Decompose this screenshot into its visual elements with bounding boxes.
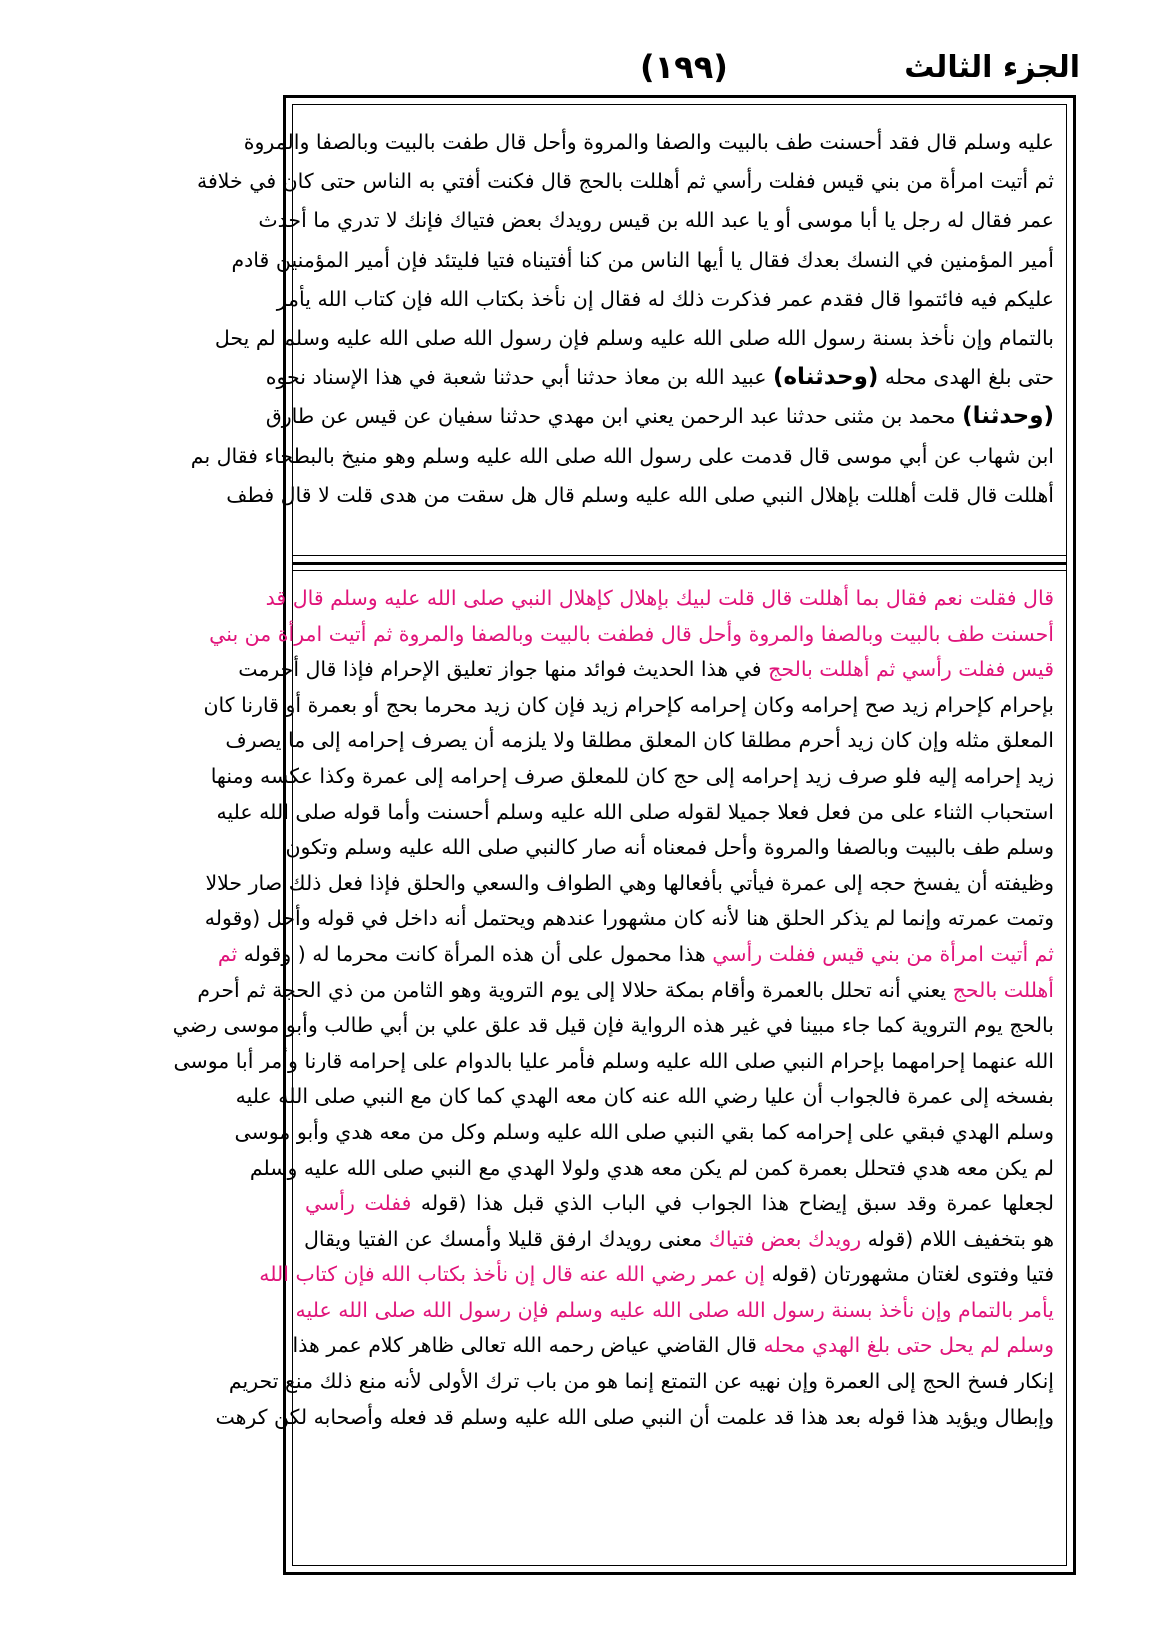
highlighted-phrase: يأمر بالتمام وإن نأخذ بسنة رسول الله صلى الله عليه وسلم فإن رسول الله صلى الله عليه [295, 1297, 1054, 1322]
page-frame-inner [172, 104, 1067, 1566]
commentary-line [205, 866, 1054, 902]
bold-phrase: (وحدثناه) [772, 364, 879, 391]
text-run: عليكم فيه فائتموا قال فقدم عمر فذكرت ذلك له فقال إن نأخذ بكتاب الله فإن كتاب الله يأمر [276, 286, 1054, 311]
hadith-line [190, 437, 1054, 476]
commentary-line [203, 688, 1054, 724]
text-run: استحباب الثناء على من فعل فعلا جميلا لقوله صلى الله عليه وسلم أحسنت وأما قوله صلى الله عليه [216, 799, 1054, 824]
hadith-line [276, 280, 1054, 319]
highlighted-phrase: أحسنت طف بالبيت وبالصفا والمروة وأحل قال فطفت بالبيت وبالصفا والمروة ثم أتيت امرأة من بني [209, 621, 1054, 646]
hadith-text-section [190, 123, 1054, 515]
text-run: وظيفته أن يفسخ حجه إلى عمرة فيأتي بأفعالها وهي الطواف والسعي والحلق فإذا فعل ذلك صار حلالا [205, 870, 1054, 895]
commentary-line [173, 1044, 1054, 1080]
commentary-section [172, 581, 1054, 1435]
highlighted-phrase: قيس ففلت رأسي ثم أهللت بالحج [768, 657, 1054, 682]
highlighted-phrase: وسلم لم يحل حتى بلغ الهدي محله [763, 1333, 1054, 1358]
text-run: بفسخه إلى عمرة فالجواب أن عليا رضي الله عنه كان معه الهدي كما كان مع النبي صلى الله عليه [235, 1084, 1054, 1109]
text-run: عبيد الله بن معاذ حدثنا أبي حدثنا شعبة في هذا الإسناد نحوه [265, 365, 773, 390]
text-run: في هذا الحديث فوائد منها جواز تعليق الإحرام فإذا قال أحرمت [238, 657, 769, 682]
hadith-line [258, 201, 1054, 240]
page-frame [172, 95, 1076, 1575]
text-run: أمير المؤمنين في النسك بعدك فقال يا أيها الناس من كنا أفتيناه فتيا فليتئد فإن أمير المؤمنين قادم [231, 247, 1054, 272]
text-run: زيد إحرامه إليه فلو صرف زيد إحرامه إلى حج كان للمعلق صرف إحرامه إلى عمرة وكذا عكسه ومنها [210, 763, 1054, 788]
text-run: ثم أتيت امرأة من بني قيس ففلت رأسي ثم أهللت بالحج قال فكنت أفتي به الناس حتى كان في خلافة [197, 169, 1054, 194]
text-run: وسلم طف بالبيت وبالصفا والمروة وأحل فمعناه أنه صار كالنبي صلى الله عليه وسلم وتكون [285, 835, 1054, 860]
text-run: عليه وسلم قال فقد أحسنت طف بالبيت والصفا والمروة وأحل قال طفت بالبيت وبالصفا والمروة [243, 130, 1054, 154]
hadith-line [231, 241, 1054, 280]
text-run: حتى بلغ الهدى محله [878, 365, 1054, 390]
commentary-line [305, 1186, 1054, 1222]
commentary-line [204, 901, 1054, 937]
commentary-line [234, 1115, 1054, 1151]
section-divider [293, 555, 1066, 556]
text-run: بإحرام كإحرام زيد صح إحرامه وكان إحرامه كإحرام زيد فإن كان زيد محرما بحج أو بعمرة أو قارنا كان [203, 692, 1054, 717]
text-run: قال القاضي عياض رحمه الله تعالى ظاهر كلام عمر هذا [292, 1333, 764, 1358]
hadith-line [243, 123, 1054, 162]
commentary-line [215, 1400, 1054, 1436]
text-run: وتمت عمرته وإنما لم يذكر الحلق هنا لأنه كان مشهورا عندهم ويحتمل أنه داخل في قوله وأحل (وقوله [204, 906, 1054, 931]
hadith-line [214, 319, 1054, 358]
highlighted-phrase: قال فقلت نعم فقال بما أهللت قال قلت لبيك بإهلال كإهلال النبي صلى الله عليه وسلم قال قد [265, 586, 1054, 610]
commentary-line [172, 1008, 1054, 1044]
text-run: هذا محمول على أن هذه المرأة كانت محرما له ( وقوله [237, 941, 713, 966]
highlighted-phrase: ففلت رأسي [305, 1191, 412, 1216]
commentary-line [209, 617, 1054, 653]
highlighted-phrase: إن عمر رضي الله عنه قال إن نأخذ بكتاب الله فإن كتاب الله [259, 1262, 766, 1287]
highlighted-phrase: رويدك بعض فتياك [708, 1226, 862, 1251]
volume-title: الجزء الثالث [904, 50, 1080, 85]
text-run: بالحج يوم التروية كما جاء مبينا في غير هذه الرواية فإن قيل قد علق علي بن أبي طالب وأبو موسى رضي [172, 1013, 1054, 1038]
text-run: المعلق مثله وإن كان زيد أحرم مطلقا كان المعلق مطلقا ولا يلزمه أن يصرف إحرامه إلى ما يصرف [225, 728, 1054, 753]
commentary-line [228, 1364, 1054, 1400]
commentary-line [217, 937, 1054, 973]
text-run: الله عنهما إحرامهما بإحرام النبي صلى الله عليه وسلم فأمر عليا بالدوام على إحرامه قارنا وأمر أبا موسى [173, 1048, 1054, 1073]
commentary-line [210, 759, 1054, 795]
page-number: (١٩٩) [640, 48, 728, 86]
text-run: بالتمام وإن نأخذ بسنة رسول الله صلى الله عليه وسلم فإن رسول الله صلى الله عليه وسلم لم يحل [214, 326, 1054, 351]
commentary-line [238, 652, 1054, 688]
hadith-line [226, 476, 1054, 515]
commentary-line [225, 723, 1054, 759]
text-run: محمد بن مثنى حدثنا عبد الرحمن يعني ابن مهدي حدثنا سفيان عن قيس عن طارق [265, 404, 963, 429]
commentary-line [305, 1222, 1054, 1258]
hadith-line [265, 397, 1054, 436]
hadith-line [197, 162, 1054, 201]
commentary-line [285, 830, 1054, 866]
bold-phrase: (وحدثنا) [962, 403, 1054, 430]
commentary-line [249, 1151, 1054, 1187]
commentary-line [295, 1293, 1054, 1329]
commentary-line [292, 1328, 1054, 1364]
text-run: وإبطال ويؤيد هذا قوله بعد هذا قد علمت أن النبي صلى الله عليه وسلم قد فعله وأصحابه لكن كرهت [215, 1404, 1054, 1429]
commentary-line [265, 581, 1054, 617]
section-divider [293, 570, 1066, 571]
highlighted-phrase: أهللت بالحج [952, 977, 1054, 1002]
text-run: لم يكن معه هدي فتحلل بعمرة كمن لم يكن معه هدي ولولا الهدي مع النبي صلى الله عليه وسلم [249, 1155, 1054, 1180]
commentary-line [197, 973, 1054, 1009]
text-run: وسلم الهدي فبقي على إحرامه كما بقي النبي صلى الله عليه وسلم وكل من معه هدي وأبو موسى [234, 1119, 1054, 1144]
text-run: ابن شهاب عن أبي موسى قال قدمت على رسول الله صلى الله عليه وسلم وهو منيخ بالبطحاء فقال بم [190, 443, 1054, 468]
highlighted-phrase: ثم [217, 941, 238, 966]
commentary-line [235, 1079, 1054, 1115]
text-run: يعني أنه تحلل بالعمرة وأقام بمكة حلالا إلى يوم التروية وهو الثامن من ذي الحجة ثم أحرم [197, 977, 953, 1002]
text-run: فتيا وفتوى لغتان مشهورتان (قوله [765, 1262, 1054, 1287]
text-run: عمر فقال له رجل يا أبا موسى أو يا عبد الله بن قيس رويدك بعض فتياك فإنك لا تدري ما أحدث [258, 208, 1054, 233]
text-run: لجعلها عمرة وقد سبق إيضاح هذا الجواب في الباب الذي قبل هذا (قوله [411, 1191, 1054, 1216]
text-run: معنى رويدك ارفق قليلا وأمسك عن الفتيا ويقال [303, 1226, 709, 1251]
commentary-line [216, 795, 1054, 831]
text-run: أهللت قال قلت أهللت بإهلال النبي صلى الله عليه وسلم قال هل سقت من هدى قلت لا قال فطف [226, 482, 1054, 507]
highlighted-phrase: ثم أتيت امرأة من بني قيس ففلت رأسي [712, 941, 1054, 966]
hadith-line [265, 358, 1054, 397]
text-run: إنكار فسخ الحج إلى العمرة وإن نهيه عن التمتع إنما هو من باب ترك الأولى لأنه منع ذلك منع تحريم [228, 1369, 1054, 1394]
section-divider-thick [293, 562, 1066, 565]
page-header [280, 40, 1080, 100]
text-run: هو بتخفيف اللام (قوله [861, 1226, 1054, 1251]
commentary-line [259, 1257, 1054, 1293]
